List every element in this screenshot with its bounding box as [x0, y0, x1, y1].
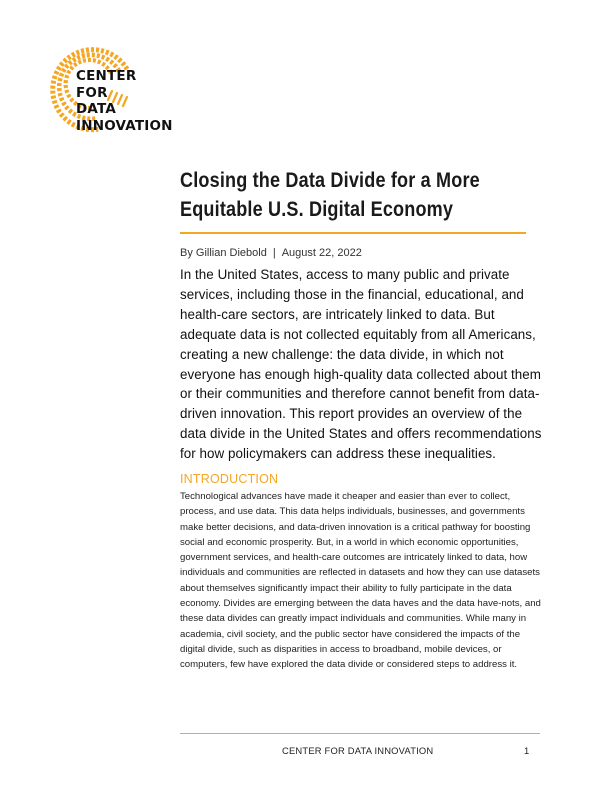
byline — [180, 247, 362, 259]
publication-date: August 22, 2022 — [281, 247, 362, 259]
logo-line: CENTER — [76, 68, 137, 84]
logo-line: INNOVATION — [76, 117, 173, 134]
logo-line: DATA — [76, 101, 117, 117]
page-number: 1 — [524, 745, 530, 756]
report-title: Closing the Data Divide for a More Equitable U.S. Digital Economy — [180, 169, 480, 221]
logo-wordmark — [76, 68, 173, 134]
organization-logo — [36, 38, 176, 138]
byline-separator: | — [272, 247, 276, 259]
footer-divider — [180, 733, 540, 734]
section-heading: INTRODUCTION — [180, 472, 279, 486]
logo-line: FOR — [76, 84, 108, 101]
section-body: Technological advances have made it cheaper and easier than ever to collect, process, and use data. This data helps individuals, businesses, and governments make better decisions, and data-driven innovation is a critical pathway for boosting social and economic prosperity. But, in a world in which economic opportunities, government services, and health-care outcomes are intricately linked to data, how individuals and communities are reflected in datasets and how they can use datasets about themselves significantly impact their ability to fully participate in the data economy. Divides are emerging between the data haves and the data have-nots, and these data divides can greatly impact individuals and communities. While many in academia, civil society, and the public sector have considered the impacts of the digital divide, such as disparities in access to broadband, mobile devices, or computers, few have explored the data divide or considered steps to address it. — [180, 491, 541, 671]
author: By Gillian Diebold — [180, 247, 267, 259]
abstract: In the United States, access to many public and private services, including those in the financial, educational, and health-care sectors, are intricately linked to data. But adequate data is not collected equitably from all Americans, creating a new challenge: the data divide, in which not everyone has enough high-quality data collected about them or their communities and therefore cannot benefit from data-driven innovation. This report provides an overview of the data divide in the United States and offers recommendations for how policymakers can address these inequalities. — [180, 267, 542, 462]
footer-organization: CENTER FOR DATA INNOVATION — [282, 745, 434, 756]
title-divider — [180, 232, 526, 234]
